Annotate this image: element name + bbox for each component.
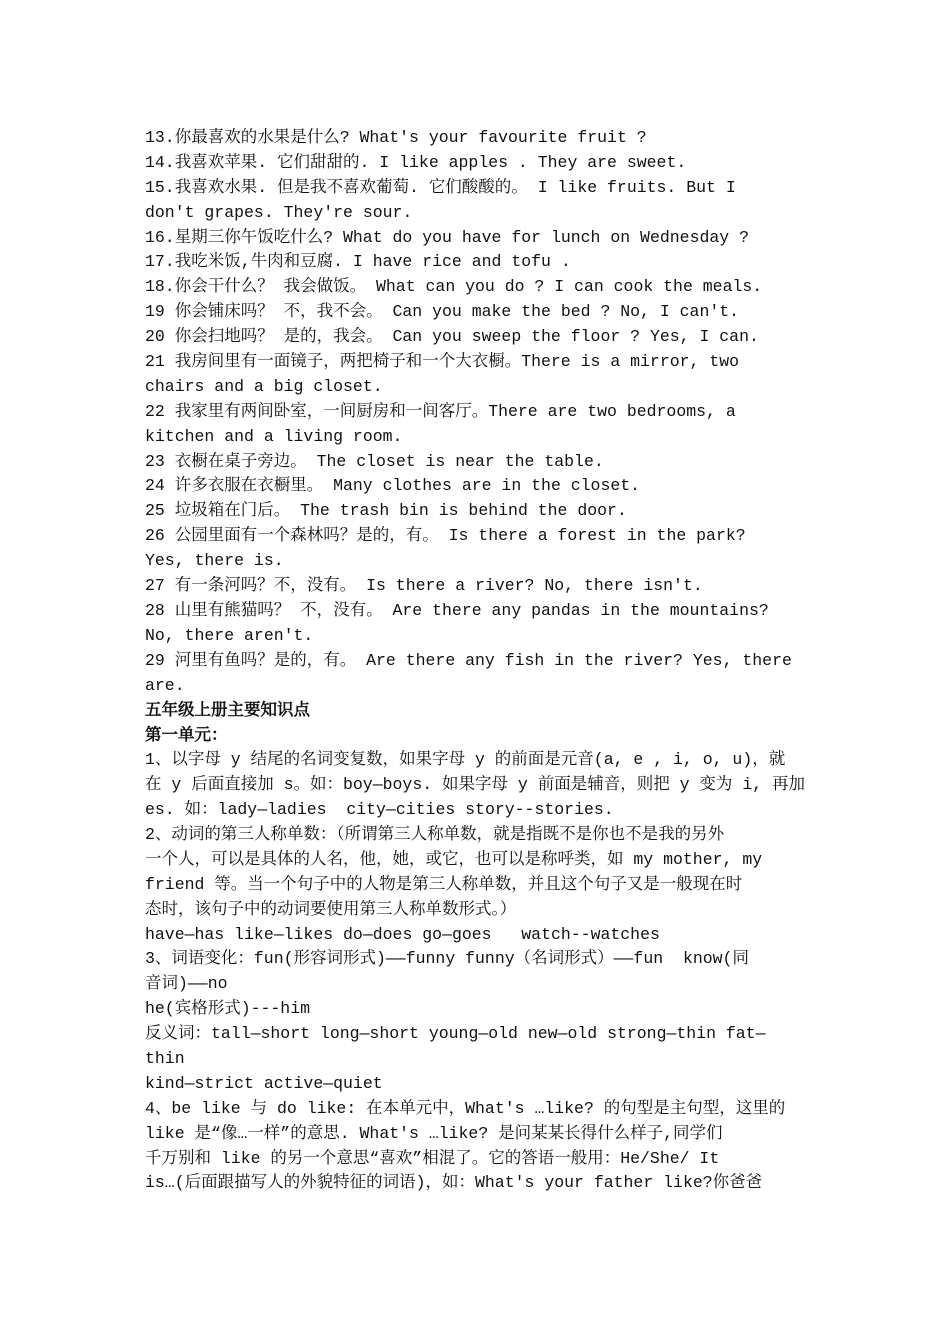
text-line: 26 公园里面有一个森林吗？是的，有。 Is there a forest in the park? [145,526,746,546]
text-line: 23 衣橱在桌子旁边。 The closet is near the table. [145,451,604,471]
text-line: kind—strict active—quiet [145,1073,383,1093]
text-line: Yes, there is. [145,551,284,571]
text-line: 21 我房间里有一面镜子，两把椅子和一个大衣橱。There is a mirror, two [145,352,740,372]
text-line: is…(后面跟描写人的外貌特征的词语)，如：What's your father like?你爸爸 [145,1173,763,1193]
text-line: 态时，该句子中的动词要使用第三人称单数形式。） [145,899,517,919]
text-line: chairs and a big closet. [145,376,383,396]
text-line: No, there aren't. [145,625,314,645]
text-line: like 是“像…一样”的意思. What's …like? 是问某某长得什么样子,同学们 [145,1123,723,1143]
text-line: thin [145,1048,185,1068]
unit-heading: 第一单元： [145,725,228,745]
text-line: friend 等。当一个句子中的人物是第三人称单数，并且这个句子又是一般现在时 [145,874,743,894]
text-line: 一个人，可以是具体的人名，他，她，或它，也可以是称呼类，如 my mother, my [145,849,763,869]
text-line: 在 y 后面直接加 s。如：boy—boys. 如果字母 y 前面是辅音，则把 y 变为 i, 再加 [145,775,806,795]
text-line: 24 许多衣服在衣橱里。 Many clothes are in the closet. [145,476,641,496]
text-line: have—has like—likes do—does go—goes watch--watches [145,924,660,944]
text-line: es. 如：lady—ladies city—cities story--stories. [145,800,614,820]
text-line: 28 山里有熊猫吗？ 不，没有。 Are there any pandas in the mountains? [145,600,769,620]
text-line: 14.我喜欢苹果. 它们甜甜的. I like apples . They are sweet. [145,152,687,172]
text-line: 16.星期三你午饭吃什么? What do you have for lunch on Wednesday ? [145,227,749,247]
text-line: he(宾格形式)---him [145,999,311,1019]
document-page [145,126,813,1196]
text-line: 千万别和 like 的另一个意思“喜欢”相混了。它的答语一般用：He/She/ It [145,1148,720,1168]
text-line: 25 垃圾箱在门后。 The trash bin is behind the door. [145,501,627,521]
text-line: 27 有一条河吗？不，没有。 Is there a river? No, there isn't. [145,576,703,596]
text-line: 22 我家里有两间卧室，一间厨房和一间客厅。There are two bedrooms, a [145,401,736,421]
text-line: 13.你最喜欢的水果是什么? What's your favourite fruit ? [145,128,647,147]
text-line: 1、以字母 y 结尾的名词变复数，如果字母 y 的前面是元音(a, e , i, o, u)，就 [145,750,786,770]
text-line: 2、动词的第三人称单数：（所谓第三人称单数，就是指既不是你也不是我的另外 [145,824,725,844]
text-line: 19 你会铺床吗？ 不，我不会。 Can you make the bed ? No, I can't. [145,302,740,322]
text-line: 4、be like 与 do like: 在本单元中，What's …like? 的句型是主句型，这里的 [145,1098,786,1118]
text-line: 15.我喜欢水果. 但是我不喜欢葡萄. 它们酸酸的。 I like fruits. But I [145,177,736,197]
text-line: 17.我吃米饭,牛肉和豆腐. I have rice and tofu . [145,252,571,272]
text-line: kitchen and a living room. [145,426,403,446]
text-line: 反义词：tall—short long—short young—old new—old strong—thin fat— [145,1024,766,1044]
text-line: 音词)——no [145,974,228,994]
text-line: are. [145,675,185,695]
text-line: 20 你会扫地吗？ 是的，我会。 Can you sweep the floor ? Yes, I can. [145,327,759,347]
text-line: 29 河里有鱼吗？是的，有。 Are there any fish in the river? Yes, there [145,650,792,670]
text-line: 18.你会干什么？ 我会做饭。 What can you do ? I can cook the meals. [145,277,763,297]
section-heading: 五年级上册主要知识点 [145,700,310,720]
text-line: don't grapes. They're sour. [145,202,413,222]
text-line: 3、词语变化：fun(形容词形式)——funny funny（名词形式）——fun know(同 [145,949,749,969]
